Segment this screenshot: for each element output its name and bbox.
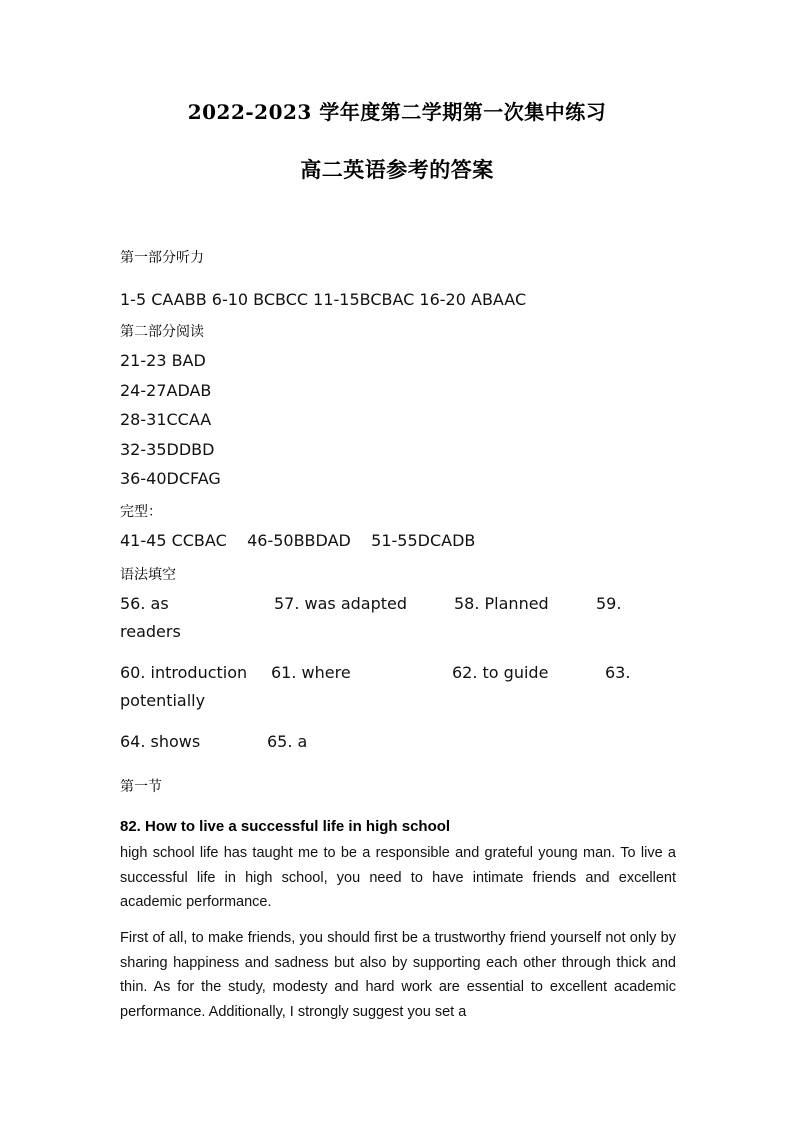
reading-answers-line: 36-40DCFAG	[120, 469, 221, 488]
grammar-row	[120, 594, 680, 616]
grammar-item: readers	[120, 622, 181, 641]
grammar-item: potentially	[120, 691, 206, 710]
cloze-answers: 41-45 CCBAC 46-50BBDAD 51-55DCADB	[120, 531, 476, 550]
listening-answers: 1-5 CAABB 6-10 BCBCC 11-15BCBAC 16-20 ABAAC	[120, 290, 527, 309]
grammar-item: 60. introduction	[120, 663, 248, 682]
grammar-row	[120, 622, 680, 644]
section-heading-writing: 第一节	[120, 779, 162, 795]
essay-title: 82. How to live a successful life in high school	[120, 818, 451, 835]
essay-paragraph: First of all, to make friends, you should first be a trustworthy friend yourself not only by sharing happiness and sadness but also by supporting each other through thick and thin. As for the study, modesty and hard work are essential to excellent academic performance. Additionally, I strongly suggest you set a	[120, 930, 676, 1020]
document-title: 2022-2023 学年度第二学期第一次集中练习	[187, 100, 607, 124]
grammar-row	[120, 691, 680, 713]
grammar-item: 63.	[605, 663, 631, 682]
grammar-item: 61. where	[271, 663, 351, 682]
reading-answers-line: 28-31CCAA	[120, 410, 212, 429]
section-heading-grammar: 语法填空	[120, 567, 176, 583]
grammar-item: 57. was adapted	[274, 594, 408, 613]
document-subtitle: 高二英语参考的答案	[300, 157, 494, 182]
grammar-item: 65. a	[267, 732, 308, 751]
section-heading-listening: 第一部分听力	[120, 250, 204, 266]
reading-answers-line: 24-27ADAB	[120, 381, 212, 400]
grammar-item: 58. Planned	[454, 594, 549, 613]
grammar-item: 59.	[596, 594, 622, 613]
grammar-item: 56. as	[120, 594, 169, 613]
grammar-row	[120, 663, 680, 685]
grammar-item: 62. to guide	[452, 663, 549, 682]
section-heading-cloze: 完型：	[120, 504, 162, 520]
reading-answers-line: 32-35DDBD	[120, 440, 215, 459]
reading-answers-line: 21-23 BAD	[120, 351, 206, 370]
grammar-row	[120, 732, 680, 754]
essay-paragraph: high school life has taught me to be a responsible and grateful young man. To live a successful life in high school, you need to have intimate friends and excellent academic performance.	[120, 845, 676, 910]
section-heading-reading: 第二部分阅读	[120, 324, 204, 340]
grammar-item: 64. shows	[120, 732, 201, 751]
